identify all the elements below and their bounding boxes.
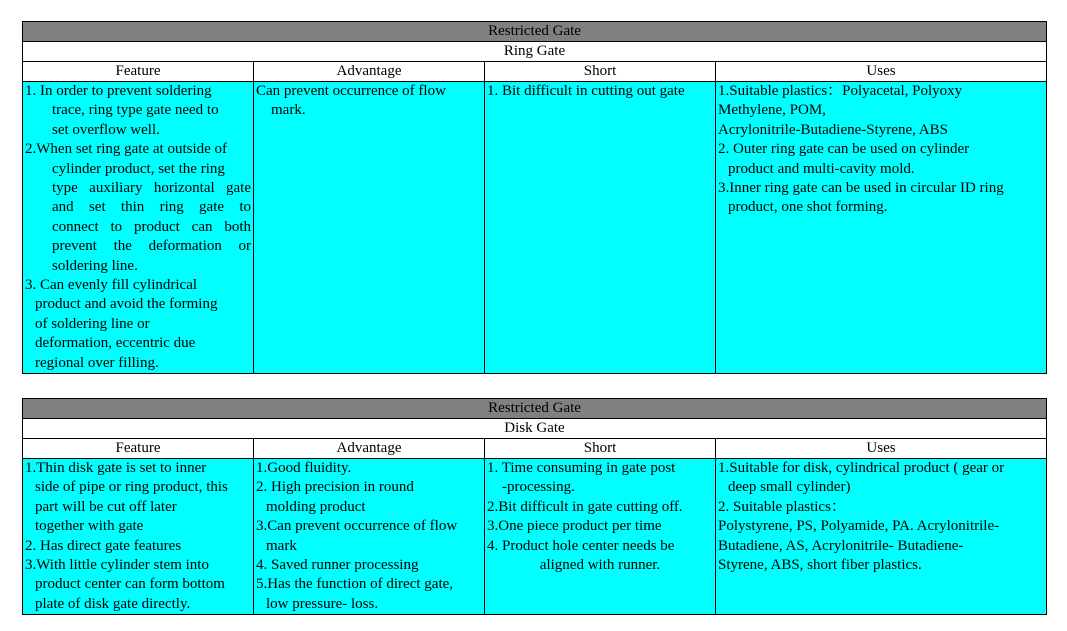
uses-cell [716, 82, 1047, 374]
table-header: Restricted Gate [23, 399, 1047, 419]
column-header-advantage: Advantage [254, 62, 485, 82]
column-header-feature: Feature [23, 62, 254, 82]
table-subheader: Ring Gate [23, 42, 1047, 62]
feature-line: set overflow well. [52, 121, 160, 138]
advantage-line: 4. Saved runner processing [256, 557, 419, 574]
feature-line: 1. In order to prevent soldering [25, 83, 212, 99]
ring-gate-table [22, 21, 1047, 374]
advantage-cell [254, 82, 485, 374]
uses-line: Acrylonitrile-Butadiene-Styrene, ABS [718, 121, 948, 138]
feature-line: trace, ring type gate need to [52, 102, 219, 119]
advantage-line: 2. High precision in round [256, 479, 414, 496]
uses-line: 1.Suitable plastics：Polyacetal, Polyoxy [718, 83, 963, 99]
advantage-cell [254, 459, 485, 615]
short-line: 2.Bit difficult in gate cutting off. [487, 498, 683, 515]
column-header-uses: Uses [716, 439, 1047, 459]
advantage-line: 5.Has the function of direct gate, [256, 576, 454, 593]
feature-line: connect to product can both [52, 218, 251, 235]
advantage-line: molding product [266, 498, 366, 515]
feature-cell [23, 82, 254, 374]
short-cell [485, 82, 716, 374]
column-header-short: Short [485, 62, 716, 82]
feature-line: regional over filling. [35, 354, 159, 371]
feature-cell [23, 459, 254, 615]
feature-line: side of pipe or ring product, this [35, 479, 228, 496]
uses-line: 3.Inner ring gate can be used in circular ID ring [718, 180, 1004, 197]
feature-line: and set thin ring gate to [52, 199, 251, 216]
feature-line: type auxiliary horizontal gate [52, 180, 251, 197]
short-line: 3.One piece product per time [487, 518, 662, 535]
feature-line: 2. Has direct gate features [25, 537, 182, 554]
uses-line: 2. Outer ring gate can be used on cylinder [718, 141, 970, 158]
feature-line: together with gate [35, 518, 144, 535]
short-cell [485, 459, 716, 615]
uses-line: Butadiene, AS, Acrylonitrile- Butadiene- [718, 537, 964, 554]
column-header-short: Short [485, 439, 716, 459]
advantage-line: 3.Can prevent occurrence of flow [256, 518, 458, 535]
uses-line: Styrene, ABS, short fiber plastics. [718, 557, 922, 574]
uses-line: product, one shot forming. [728, 199, 888, 216]
uses-cell [716, 459, 1047, 615]
advantage-line: low pressure- loss. [266, 595, 379, 612]
uses-line: 2. Suitable plastics： [718, 498, 846, 515]
feature-line: product and avoid the forming [35, 296, 218, 313]
advantage-line: Can prevent occurrence of flow [256, 83, 446, 99]
advantage-line: 1.Good fluidity. [256, 460, 352, 476]
advantage-line: mark. [271, 102, 306, 119]
feature-line: 2.When set ring gate at outside of [25, 141, 228, 158]
uses-line: product and multi-cavity mold. [728, 160, 915, 177]
uses-line: 1.Suitable for disk, cylindrical product ( gear or [718, 460, 1005, 476]
table-header: Restricted Gate [23, 22, 1047, 42]
disk-gate-table [22, 398, 1047, 615]
short-line: -processing. [502, 479, 575, 496]
column-header-uses: Uses [716, 62, 1047, 82]
feature-line: of soldering line or [35, 315, 150, 332]
short-line: 1. Time consuming in gate post [487, 460, 676, 476]
feature-line: 3. Can evenly fill cylindrical [25, 277, 198, 294]
column-header-feature: Feature [23, 439, 254, 459]
short-line: aligned with runner. [539, 557, 661, 574]
column-header-advantage: Advantage [254, 439, 485, 459]
short-line: 4. Product hole center needs be [487, 537, 675, 554]
short-line: 1. Bit difficult in cutting out gate [487, 83, 685, 99]
feature-line: plate of disk gate directly. [35, 595, 191, 612]
feature-line: product center can form bottom [35, 576, 225, 593]
feature-line: deformation, eccentric due [35, 335, 196, 352]
feature-line: prevent the deformation or [52, 238, 251, 255]
uses-line: Polystyrene, PS, Polyamide, PA. Acrylonitrile- [718, 518, 1000, 535]
feature-line: cylinder product, set the ring [52, 160, 225, 177]
feature-line: part will be cut off later [35, 498, 177, 515]
advantage-line: mark [266, 537, 297, 554]
feature-line: 1.Thin disk gate is set to inner [25, 460, 207, 476]
feature-line: 3.With little cylinder stem into [25, 557, 209, 574]
uses-line: Methylene, POM, [718, 102, 826, 119]
feature-line: soldering line. [52, 257, 138, 274]
table-subheader: Disk Gate [23, 419, 1047, 439]
uses-line: deep small cylinder) [728, 479, 851, 496]
